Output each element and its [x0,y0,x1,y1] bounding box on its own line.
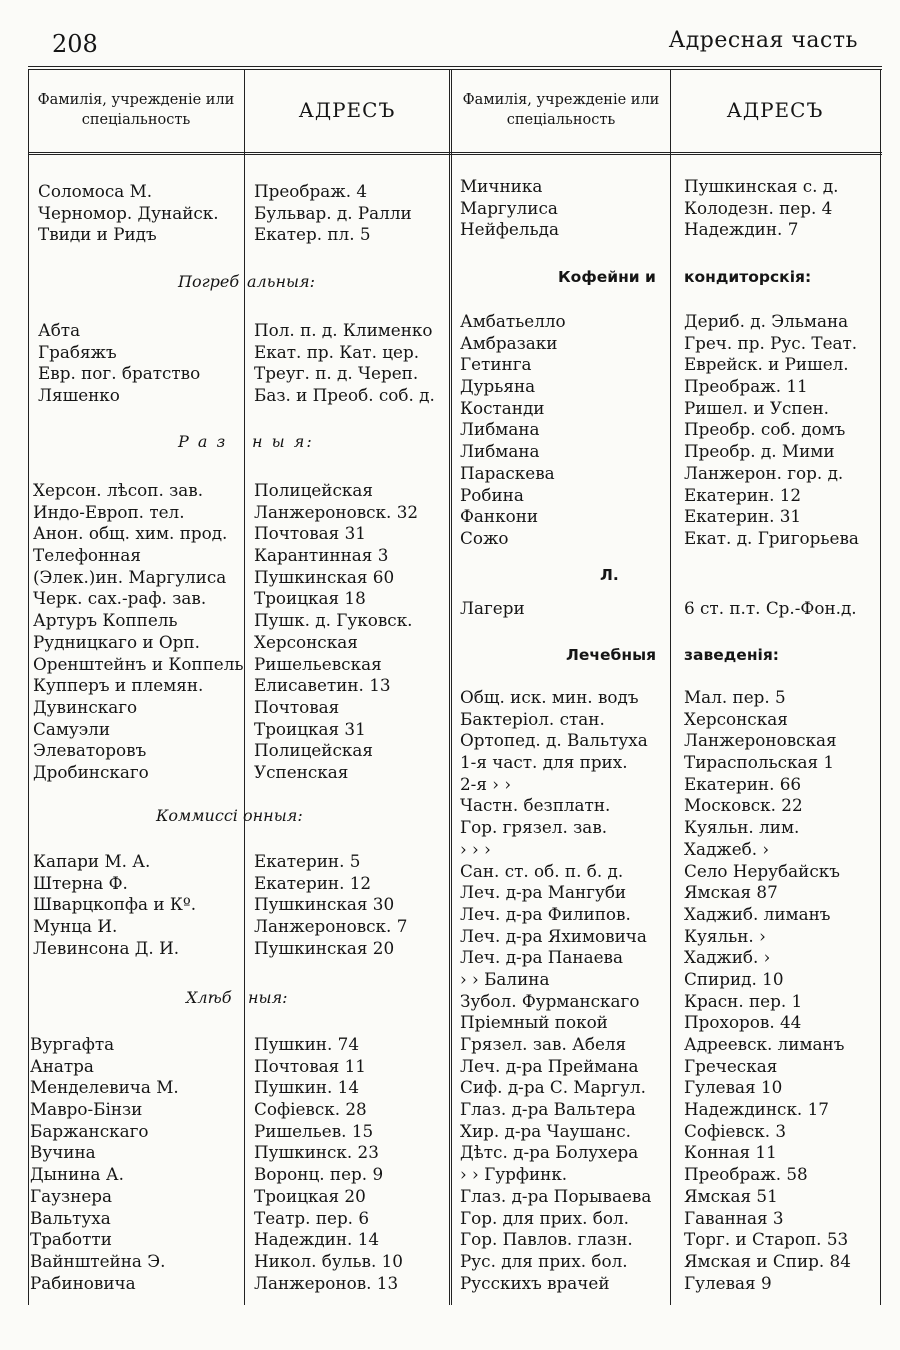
entry-address: Куяльн. › [684,925,766,946]
entry-name: Бактеріол. стан. [460,708,605,729]
entry-name: Абта [38,320,81,340]
directory-row [460,947,771,969]
entry-name: Рудницкаго и Орп. [33,631,200,652]
entry-address: Надеждин. 7 [684,219,799,240]
directory-row [33,610,413,632]
entry-name: Параскева [460,462,555,483]
left-section-hlebnyya: Хлѣб [186,988,232,1007]
entry-name: Общ. иск. мин. водъ [460,687,639,707]
entry-name: Частн. безплатн. [460,795,611,816]
entry-address: Бульвар. д. Ралли [254,202,412,223]
directory-row [33,740,373,762]
directory-row [33,566,395,589]
directory-row [460,1142,777,1164]
entry-address: Театр. пер. 6 [254,1207,370,1228]
entry-address: Пушкин. 14 [254,1077,359,1098]
entry-name: › › Балина [460,968,550,989]
entry-name: Твиди и Ридъ [38,224,157,245]
entry-name: › › › [460,838,491,859]
directory-row [460,598,857,620]
entry-address: Херсонская [254,631,358,652]
directory-row [38,224,371,246]
entry-name: Пріемный покой [460,1012,608,1033]
left-section-pogreb: Погреб [178,272,240,291]
entry-address: Полицейская [254,480,373,500]
entry-name: Менделевича М. [30,1077,179,1098]
right-section-lechebnyya: Лечебныя [566,646,657,664]
entry-address: Преобр. соб. домъ [684,419,846,440]
entry-address: Херсонская [684,708,788,729]
entry-name: Лагери [460,598,525,618]
left-section-hlebnyya-tail: ныя: [248,988,288,1007]
directory-row [33,851,361,873]
directory-row [30,1055,366,1078]
entry-address: Екатер. пл. 5 [254,224,371,245]
right-section-l: Л. [600,566,619,584]
directory-row [33,916,408,938]
entry-name: Анатра [30,1055,94,1076]
directory-row [30,1185,366,1208]
directory-row [30,1229,380,1251]
entry-name: 2-я › › [460,773,512,794]
entry-address: Колодезн. пер. 4 [684,197,833,218]
address-column-header-right: АДРЕСЪ [726,98,824,122]
left-block-2 [38,320,435,407]
entry-name: Шварцкопфа и Кº. [33,894,197,915]
entry-name: Оренштейнъ и Коппель [33,653,244,674]
entry-name: Рус. для прих. бол. [460,1250,628,1271]
directory-row [460,1229,849,1251]
entry-address: Екатерин. 31 [684,506,802,527]
directory-row [460,1207,784,1230]
directory-row [33,937,395,960]
entry-address: Ланжерон. гор. д. [684,462,844,483]
left-section-kommissi-tail: онныя: [243,806,303,825]
directory-row [460,506,802,528]
directory-row [30,1077,359,1099]
top-rule [28,66,882,73]
left-section-pogreb-tail: альныя: [247,272,315,291]
entry-name: Черномор. Дунайск. [38,202,219,223]
left-section-raznyya-tail: н ы я: [252,432,314,451]
directory-row [460,1034,845,1056]
entry-name: Костанди [460,397,545,418]
entry-address: Спирид. 10 [684,968,784,989]
entry-address: Екат. пр. Кат. цер. [254,341,420,362]
entry-name: Леч. д-ра Филипов. [460,903,631,924]
directory-row [33,718,366,741]
entry-name: Гаузнера [30,1185,113,1206]
entry-address: Надеждин. 14 [254,1229,380,1250]
entry-name: Тработти [30,1229,112,1250]
entry-address: Тираспольская 1 [684,752,835,773]
column-divider [28,70,29,1305]
entry-address: Ришел. и Успен. [684,397,830,418]
directory-row [460,397,830,420]
header-rule [28,152,882,158]
entry-name: Штерна Ф. [33,872,128,893]
directory-row [460,795,803,817]
entry-name: Глаз. д-ра Порываева [460,1185,652,1206]
directory-row [460,197,833,220]
entry-address: Гулевая 10 [684,1077,783,1098]
left-block-1 [38,181,412,246]
entry-address: Почтовая [254,696,340,717]
column-divider [244,70,245,1305]
entry-name: Сан. ст. об. п. б. д. [460,860,624,881]
entry-name: 1-я част. для прих. [460,752,628,773]
directory-row [33,631,358,654]
entry-address: Конная 11 [684,1142,777,1163]
entry-address: Пушкинская 30 [254,894,395,915]
entry-address: Екатерин. 66 [684,773,802,794]
entry-name: Вайнштейна Э. [30,1250,166,1271]
entry-name: Сожо [460,527,509,548]
entry-name: Вучина [30,1142,96,1163]
entry-name: Элеваторовъ [33,740,147,761]
right-section-lechebnyya-tail: заведенія: [684,646,779,664]
directory-row [38,181,368,203]
entry-address: Троицкая 18 [254,588,366,609]
entry-address: Ланжероновская [684,730,837,751]
entry-name: Рабиновича [30,1272,136,1293]
entry-name: Соломоса М. [38,181,153,201]
entry-address: Село Нерубайскъ [684,860,840,881]
entry-name: Анон. общ. хим. прод. [33,523,228,544]
entry-address: Екатерин. 12 [684,484,802,505]
directory-row [460,990,803,1013]
entry-name: Телефонная [33,545,141,566]
entry-address: Карантинная 3 [254,545,389,566]
entry-address: Почтовая 31 [254,523,366,544]
directory-row [460,903,831,926]
directory-row [30,1034,359,1056]
entry-address: Елисаветин. 13 [254,675,391,696]
entry-name: Ортопед. д. Вальтуха [460,730,648,751]
entry-address: Мал. пер. 5 [684,687,786,707]
entry-address: Хаджиб. лиманъ [684,903,831,924]
entry-address: Воронц. пер. 9 [254,1164,384,1185]
entry-name: Артуръ Коппель [33,610,178,631]
entry-address: Московск. 22 [684,795,803,816]
directory-row [33,480,373,502]
entry-address: Прохоров. 44 [684,1012,802,1033]
entry-name: Хир. д-ра Чаушанс. [460,1120,631,1141]
directory-row [460,1055,778,1078]
directory-row [460,441,835,463]
entry-address: Никол. бульв. 10 [254,1250,403,1271]
directory-row [460,752,835,774]
directory-row [460,376,808,398]
directory-row [460,419,846,441]
entry-address: Гаванная 3 [684,1207,784,1228]
entry-address: Красн. пер. 1 [684,990,803,1011]
entry-name: Либмана [460,419,540,440]
directory-row [38,363,419,385]
page-number: 208 [52,30,98,58]
right-block-3 [460,598,857,620]
entry-address: Адреевск. лиманъ [684,1034,845,1054]
entry-address: Надеждинск. 17 [684,1099,829,1120]
entry-name: Гор. грязел. зав. [460,817,608,838]
entry-address: Софіевск. 3 [684,1120,787,1141]
entry-address: Пушкин. 74 [254,1034,359,1054]
directory-row [460,1185,778,1208]
directory-row [33,501,419,524]
entry-address: Дериб. д. Эльмана [684,311,849,331]
directory-row [33,675,391,697]
address-column-header-left: АДРЕСЪ [298,98,396,122]
directory-row [38,202,412,225]
right-section-kofeyni-tail: кондиторскія: [684,268,812,286]
entry-name: Либмана [460,441,540,462]
directory-row [33,696,340,719]
entry-name: Робина [460,484,524,505]
entry-address: Екат. д. Григорьева [684,527,859,548]
entry-address: Полицейская [254,740,373,761]
entry-address: Пушк. д. Гуковск. [254,610,413,631]
directory-row [30,1207,370,1230]
entry-address: Хаджеб. › [684,838,770,859]
entry-address: Еврейск. и Ришел. [684,354,849,375]
entry-name: Зубол. Фурманскаго [460,990,640,1011]
entry-name: Мунца И. [33,916,118,937]
directory-row [33,894,395,916]
directory-row [460,176,839,198]
entry-name: Евр. пог. братство [38,363,201,384]
entry-name: (Элек.)ин. Маргулиса [33,566,227,587]
entry-address: Троицкая 31 [254,718,366,739]
entry-address: Екатерин. 12 [254,872,372,893]
entry-address: Куяльн. лим. [684,817,800,838]
entry-name: Русскихъ врачей [460,1272,610,1293]
directory-row [38,385,435,407]
left-section-raznyya: Р а з [178,432,228,451]
directory-row [30,1099,367,1121]
directory-row [460,1164,808,1186]
entry-name: Амбатьелло [460,311,566,331]
entry-address: Пушкинская с. д. [684,176,839,196]
entry-name: Баржанскаго [30,1120,149,1141]
directory-row [460,1012,802,1034]
directory-row [33,872,372,895]
entry-address: Греческая [684,1055,778,1076]
directory-row [460,1272,772,1295]
directory-row [460,462,844,485]
entry-name: Фанкони [460,506,539,527]
entry-name: Вургафта [30,1034,115,1054]
directory-row [460,484,802,507]
directory-row [460,817,800,839]
directory-row [460,838,770,861]
entry-address: Преображ. 4 [254,181,368,201]
entry-name: Дувинскаго [33,696,138,717]
directory-row [460,1120,787,1143]
entry-name: Левинсона Д. И. [33,937,180,958]
left-block-4 [33,851,408,959]
directory-row [38,341,420,364]
right-block-1 [460,176,839,241]
directory-row [33,761,349,784]
directory-row [460,773,802,796]
entry-address: Ришельев. 15 [254,1120,374,1141]
directory-row [460,925,766,948]
entry-name: Грабяжъ [38,341,117,362]
entry-name: Капари М. А. [33,851,151,871]
entry-name: Дѣтс. д-ра Болухера [460,1142,639,1163]
entry-address: Ланжеронов. 13 [254,1272,399,1293]
directory-row [460,1099,829,1121]
left-section-kommissi: Коммиссі [156,806,238,825]
directory-row [460,708,788,731]
entry-address: Ямская 51 [684,1185,778,1206]
entry-name: › › Гурфинк. [460,1164,568,1185]
entry-name: Самуэли [33,718,111,739]
left-block-3 [33,480,419,784]
entry-name: Вальтуха [30,1207,111,1228]
directory-row [460,882,778,904]
directory-row [33,523,366,545]
directory-row [460,730,837,752]
entry-address: Софіевск. 28 [254,1099,367,1120]
entry-name: Леч. д-ра Преймана [460,1055,639,1076]
entry-address: Пушкинск. 23 [254,1142,379,1163]
directory-row [460,332,858,355]
directory-row [460,1077,783,1099]
entry-address: Почтовая 11 [254,1055,366,1076]
entry-name: Купперъ и племян. [33,675,204,696]
directory-row [30,1164,384,1186]
entry-address: Треуг. п. д. Череп. [254,363,419,384]
entry-name: Леч. д-ра Панаева [460,947,623,968]
entry-address: Гулевая 9 [684,1272,772,1293]
entry-name: Нейфельда [460,219,559,240]
entry-name: Гор. Павлов. глазн. [460,1229,633,1250]
entry-address: Ришельевская [254,653,382,674]
entry-address: Баз. и Преоб. соб. д. [254,385,435,406]
directory-row [30,1120,374,1143]
entry-address: Ланжероновск. 32 [254,501,419,522]
entry-address: Троицкая 20 [254,1185,366,1206]
entry-address: Преображ. 58 [684,1164,808,1185]
entry-name: Гетинга [460,354,532,375]
entry-address: Ямская 87 [684,882,778,903]
entry-address: Пушкинская 20 [254,937,395,958]
entry-address: Ланжероновск. 7 [254,916,408,937]
directory-row [33,588,366,610]
directory-row [30,1250,403,1273]
entry-name: Грязел. зав. Абеля [460,1034,627,1054]
entry-name: Дынина А. [30,1164,124,1185]
entry-name: Дурьяна [460,376,536,397]
directory-row [33,653,382,676]
directory-row [460,311,849,333]
entry-name: Маргулиса [460,197,558,218]
directory-row [38,320,433,342]
name-column-header-left: Фамилія, учрежденіе или спеціальность [37,92,235,128]
directory-row [460,527,859,550]
entry-name: Индо-Европ. тел. [33,501,185,522]
entry-name: Амбразаки [460,332,558,353]
directory-row [460,968,784,991]
entry-address: Преобр. д. Мими [684,441,835,462]
entry-address: Ямская и Спир. 84 [684,1250,851,1271]
directory-row [460,219,799,241]
entry-address: Хаджиб. › [684,947,771,968]
entry-address: Преображ. 11 [684,376,808,397]
column-divider [880,70,881,1305]
name-column-header-right: Фамилія, учрежденіе или спеціальность [462,92,660,128]
entry-name: Гор. для прих. бол. [460,1207,629,1228]
directory-row [33,545,389,567]
column-divider [449,70,452,1305]
entry-name: Мавро-Бінзи [30,1099,143,1120]
entry-address: Торг. и Староп. 53 [684,1229,849,1250]
entry-address: Екатерин. 5 [254,851,361,871]
directory-row [30,1272,399,1295]
entry-name: Леч. д-ра Мангуби [460,882,627,903]
directory-row [460,687,786,709]
right-block-2 [460,311,859,550]
column-divider [670,70,671,1305]
entry-name: Херсон. лѣсоп. зав. [33,480,204,500]
entry-address: Успенская [254,761,349,782]
entry-name: Ляшенко [38,385,120,406]
entry-name: Сиф. д-ра С. Маргул. [460,1077,647,1098]
right-block-4 [460,687,851,1294]
entry-name: Мичника [460,176,543,196]
entry-address: Пол. п. д. Клименко [254,320,433,340]
directory-row [30,1142,379,1164]
directory-row [460,1250,851,1273]
entry-address: Греч. пр. Рус. Теат. [684,332,858,353]
entry-name: Глаз. д-ра Вальтера [460,1099,636,1120]
directory-row [460,860,840,883]
running-title: Адресная часть [668,28,858,53]
entry-address: Пушкинская 60 [254,566,395,587]
entry-name: Леч. д-ра Яхимовича [460,925,647,946]
right-section-kofeyni: Кофейни и [558,268,656,286]
entry-name: Дробинскаго [33,761,149,782]
directory-row [460,354,849,376]
entry-name: Черк. сах.-раф. зав. [33,588,207,609]
entry-address: 6 ст. п.т. Ср.-Фон.д. [684,598,857,618]
left-block-5 [30,1034,403,1294]
